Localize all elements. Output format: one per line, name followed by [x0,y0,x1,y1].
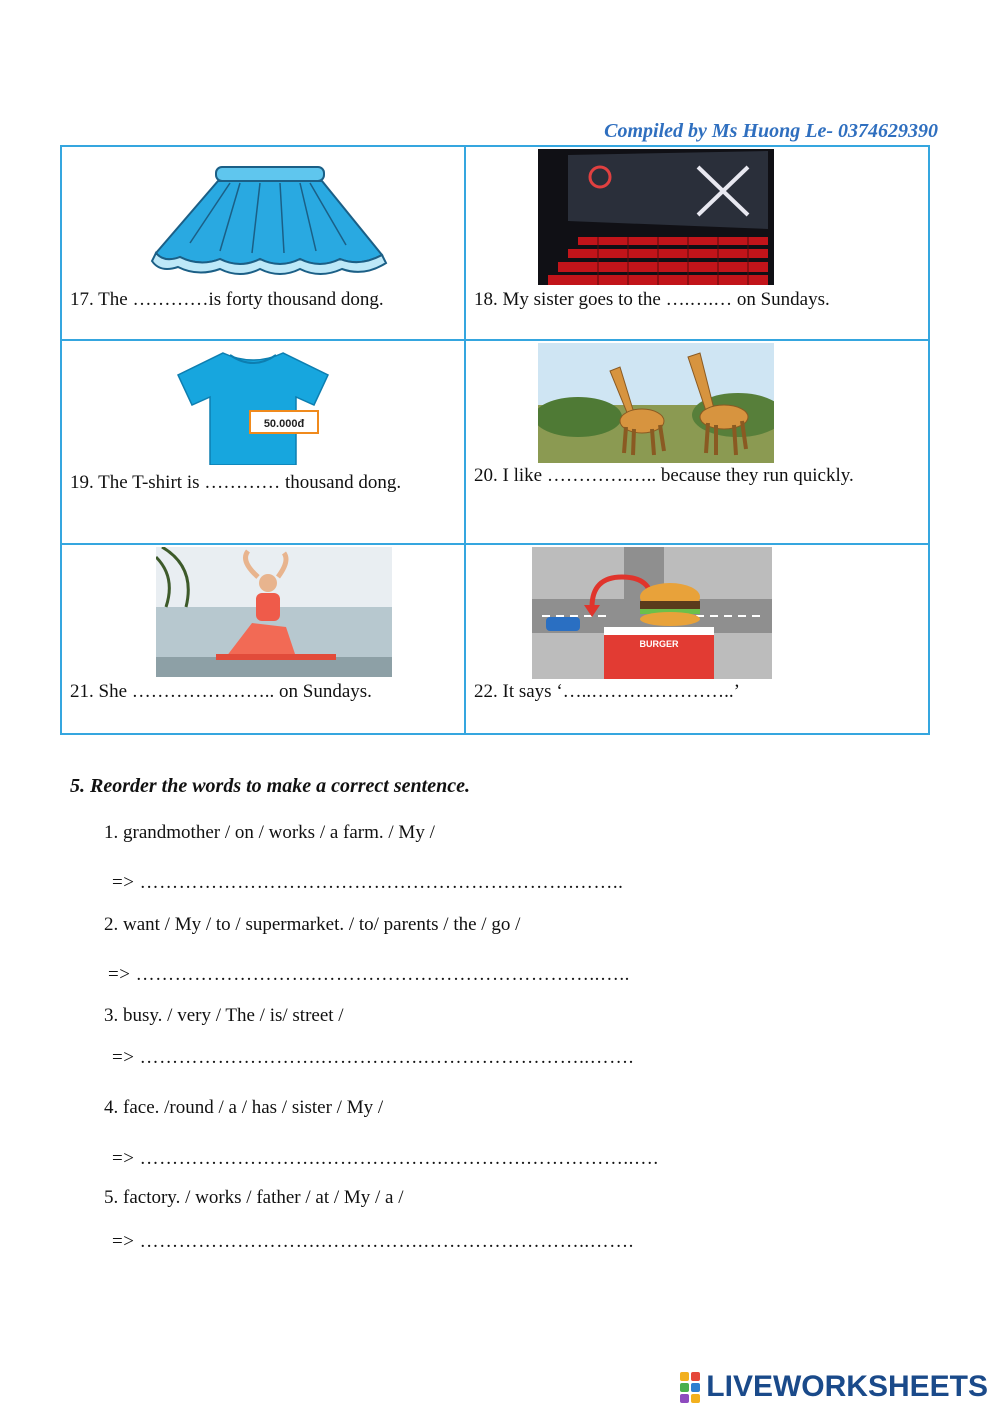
exercise-cell-21 [62,545,466,733]
reorder-prompt-4: 4. face. /round / a / has / sister / My / [104,1097,384,1118]
reorder-answer-1[interactable]: => ………………………………………………………….…….. [112,872,624,893]
section-5-title: 5. Reorder the words to make a correct sentence. [70,775,470,797]
reorder-answer-5[interactable]: => ……………………….…………….……………………..……. [112,1231,634,1252]
compiler-credit: Compiled by Ms Huong Le- 0374629390 [604,120,938,142]
price-tag-label: 50.000đ [263,418,305,430]
question-22: 22. It says ‘…..…………………..’ [474,681,740,702]
question-20: 20. I like ………….….. because they run quickly. [474,465,854,486]
question-18: 18. My sister goes to the ….….… on Sundays. [474,289,830,310]
skirt-image [150,163,390,279]
burger-shop-image [532,547,772,679]
liveworksheets-logo [680,1370,988,1404]
reorder-answer-3[interactable]: => ……………………….…………….……………………..……. [112,1047,634,1068]
yoga-image [156,547,392,677]
reorder-prompt-1: 1. grandmother / on / works / a farm. / My / [104,822,435,843]
exercise-cell-19 [62,341,466,545]
reorder-prompt-5: 5. factory. / works / father / at / My / a / [104,1187,404,1208]
reorder-prompt-3: 3. busy. / very / The / is/ street / [104,1005,344,1026]
shop-sign-label: BURGER [639,639,679,649]
exercise-cell-20 [466,341,928,545]
question-19: 19. The T-shirt is ………… thousand dong. [70,472,402,493]
tshirt-image [168,349,338,465]
exercise-cell-22 [466,545,928,733]
exercise-cell-17 [62,147,466,341]
logo-squares-icon [680,1372,700,1403]
brand-name: LIVEWORKSHEETS [706,1370,988,1403]
reorder-prompt-2: 2. want / My / to / supermarket. / to/ parents / the / go / [104,914,521,935]
reorder-answer-2[interactable]: => ……………………….……………………………………..….. [108,964,630,985]
exercise-cell-18 [466,147,928,341]
exercise-grid [60,145,930,735]
reorder-answer-4[interactable]: => ……………………….……………….………….……………..…. [112,1148,659,1169]
giraffes-image [538,343,774,463]
question-21: 21. She ………………….. on Sundays. [70,681,372,702]
cinema-image [538,149,774,285]
question-17: 17. The …………is forty thousand dong. [70,289,384,310]
